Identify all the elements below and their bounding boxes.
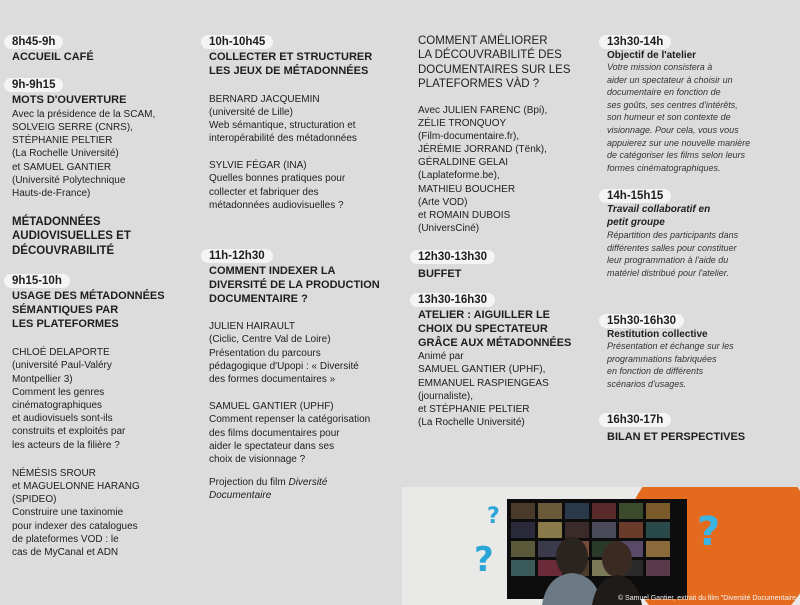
session-title: BUFFET <box>418 268 462 280</box>
session-decouvrabilite <box>418 33 598 235</box>
section-title: MÉTADONNÉES AUDIOVISUELLES ET DÉCOUVRABILITÉ <box>12 216 131 257</box>
talk-gantier: SAMUEL GANTIER (UPHF) Comment repenser la catégorisation des films documentaires pour aider le spectateur dans ses choix de visionnage ? <box>209 401 371 465</box>
talk-jacquemin: BERNARD JACQUEMIN (université de Lille) Web sémantique, structuration et interopérabilité des métadonnées <box>209 93 357 145</box>
talk-srour-harang: NÉMÉSIS SROUR et MAGUELONNE HARANG (SPIDEO) Construire une taxinomie pour indexer des catalogues de plateformes VOD : le cas de MyCanal et ADN <box>12 467 140 558</box>
session-atelier <box>418 290 598 429</box>
session-text: Avec JULIEN FARENC (Bpi), ZÉLIE TRONQUOY (Film-documentaire.fr), JÉRÉMIE JORRAND (Tënk), GÉRALDINE GELAI (Laplateforme.be), MATHIEU BOUCHER (Arte VOD) et ROMAIN DUBOIS (UniversCiné) <box>418 104 548 235</box>
talk-hairault: JULIEN HAIRAULT (Ciclic, Centre Val de Loire) Présentation du parcours pédagogique d'Upopi : « Diversité des formes documentaires » <box>209 321 359 385</box>
session-text: Animé par SAMUEL GANTIER (UPHF), EMMANUEL RASPIENGEAS (journaliste), et STÉPHANIE PELTIER (La Rochelle Université) <box>418 351 549 429</box>
session-accueil <box>12 32 94 65</box>
step-text: Votre mission consistera à aider un spectateur à choisir un documentaire en fonction de ses goûts, ses centres d'intérêts, son humeur et son contexte de visionnage. Pour cela, vous vous appuierez sur une nouvelle manière de catégoriser les films selon leurs formes cinématographiques. <box>607 62 751 173</box>
talk-delaporte: CHLOÉ DELAPORTE (université Paul-Valéry Montpellier 3) Comment les genres cinématographiques et audiovisuels sont-ils construits et exploités par les acteurs de la filière ? <box>12 347 126 451</box>
session-indexer <box>209 246 401 503</box>
film-still-illustration <box>402 487 800 605</box>
session-time: 11h-12h30 <box>201 249 273 263</box>
session-title: ACCUEIL CAFÉ <box>12 51 94 63</box>
projection-prefix: Projection du film <box>209 477 289 489</box>
step-objectif <box>607 32 750 174</box>
step-restitution <box>607 311 734 390</box>
session-usage <box>12 271 196 559</box>
session-mots-ouverture <box>12 75 155 200</box>
session-title: MOTS D'OUVERTURE <box>12 94 127 106</box>
session-text: Avec la présidence de la SCAM, SOLVEIG SERRE (CNRS), STÉPHANIE PELTIER (La Rochelle Université) et SAMUEL GANTIER (Université Polytechnique Hauts-de-France) <box>12 108 156 199</box>
session-collecter <box>209 32 372 212</box>
session-title: USAGE DES MÉTADONNÉES SÉMANTIQUES PAR LES PLATEFORMES <box>12 290 165 330</box>
step-subtitle: Objectif de l'atelier <box>607 50 697 61</box>
session-time: 9h15-10h <box>4 274 70 288</box>
step-travail <box>607 186 738 279</box>
projection-line <box>209 476 401 502</box>
film-photo <box>402 487 800 605</box>
section-metadonnees <box>12 214 131 258</box>
step-text: Présentation et échange sur les programmations fabriquées en fonction de différents scénarios d'usages. <box>607 341 734 389</box>
step-bilan <box>607 410 745 445</box>
session-title: COMMENT INDEXER LA DIVERSITÉ DE LA PRODUCTION DOCUMENTAIRE ? <box>209 265 380 305</box>
talk-fegar: SYLVIE FÉGAR (INA) Quelles bonnes pratiques pour collecter et fabriquer des métadonnées audiovisuelles ? <box>209 160 346 211</box>
session-time: 8h45-9h <box>4 35 63 49</box>
session-time: 9h-9h15 <box>4 78 63 92</box>
step-title: BILAN ET PERSPECTIVES <box>607 431 746 443</box>
photo-caption: © Samuel Gantier, extrait du film "Diversité Documentaire <box>617 595 796 602</box>
step-subtitle: Restitution collective <box>607 329 708 340</box>
session-buffet <box>418 247 495 282</box>
session-title: COLLECTER ET STRUCTURER LES JEUX DE MÉTADONNÉES <box>209 51 373 77</box>
session-time: 13h30-16h30 <box>410 293 495 307</box>
session-time: 12h30-13h30 <box>410 250 495 264</box>
step-time: 16h30-17h <box>599 413 671 427</box>
svg-text:?: ? <box>487 504 500 529</box>
session-time: 10h-10h45 <box>201 35 273 49</box>
session-title: ATELIER : AIGUILLER LE CHOIX DU SPECTATEUR GRÂCE AUX MÉTADONNÉES <box>418 309 572 349</box>
projection-film-title: Diversité Documentaire <box>209 477 328 502</box>
step-text: Répartition des participants dans différentes salles pour constituer leur programmation à l'aide du matériel distribué pour l'atelier. <box>607 230 739 278</box>
session-title: COMMENT AMÉLIORER LA DÉCOUVRABILITÉ DES DOCUMENTAIRES SUR LES PLATEFORMES VÀD ? <box>418 35 571 91</box>
step-subtitle: Travail collaboratif en petit groupe <box>607 204 711 228</box>
step-time: 14h-15h15 <box>599 189 671 203</box>
svg-text:?: ? <box>474 540 494 580</box>
svg-text:?: ? <box>697 509 721 555</box>
step-time: 13h30-14h <box>599 35 671 49</box>
step-time: 15h30-16h30 <box>599 314 684 328</box>
